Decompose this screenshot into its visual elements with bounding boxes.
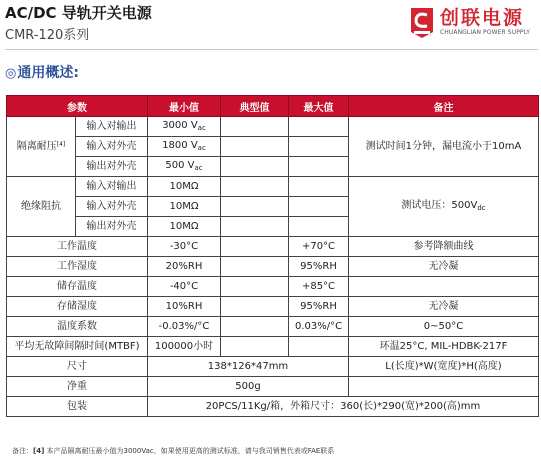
insulation-sub-1: 输入对输出 [76, 177, 148, 197]
notes-cell: 参考降额曲线 [349, 237, 539, 257]
isolation-typ-3 [221, 157, 289, 177]
brand-logo [408, 2, 538, 44]
param-cell: 工作湿度 [7, 257, 148, 277]
min-cell: -30°C [148, 237, 221, 257]
isolation-sub-1: 输入对输出 [76, 117, 148, 137]
typ-cell [221, 337, 289, 357]
isolation-sub-3: 输出对外壳 [76, 157, 148, 177]
notes-cell [349, 277, 539, 297]
insulation-typ-2 [221, 197, 289, 217]
footnote-ref: [4] [33, 447, 45, 455]
table-row [7, 337, 539, 357]
max-cell [289, 337, 349, 357]
isolation-notes: 测试时间1分钟，漏电流小于10mA [349, 117, 539, 177]
footnote-text: 本产品隔离耐压最小值为3000Vac，如果使用更高的测试标准，请与我司销售代表或FAE联系 [44, 447, 335, 455]
insulation-min-1: 10MΩ [148, 177, 221, 197]
table-row [7, 377, 539, 397]
insulation-max-1 [289, 177, 349, 197]
isolation-max-2 [289, 137, 349, 157]
typ-cell [221, 317, 289, 337]
isolation-typ-1 [221, 117, 289, 137]
isolation-min-3: 500 $V_{ac}$ [148, 157, 221, 177]
dimensions-notes: L(长度)*W(宽度)*H(高度) [349, 357, 539, 377]
table-header-row [7, 96, 539, 117]
typ-cell [221, 237, 289, 257]
table-row [7, 257, 539, 277]
notes-cell: 0~50°C [349, 317, 539, 337]
table-row [7, 237, 539, 257]
insulation-max-3 [289, 217, 349, 237]
min-cell: -0.03%/°C [148, 317, 221, 337]
min-cell: 100000小时 [148, 337, 221, 357]
max-cell: +85°C [289, 277, 349, 297]
max-cell: 95%RH [289, 257, 349, 277]
brand-emblem-icon [408, 4, 436, 40]
insulation-notes: 测试电压：$500V_{dc}$ [349, 177, 539, 237]
table-row [7, 117, 539, 137]
insulation-sub-3: 输出对外壳 [76, 217, 148, 237]
packing-param: 包装 [7, 397, 148, 417]
brand-name-cn: 创联电源 [440, 7, 525, 29]
notes-cell: 无冷凝 [349, 297, 539, 317]
header-param: 参数 [7, 96, 148, 117]
notes-cell: 无冷凝 [349, 257, 539, 277]
table-row [7, 297, 539, 317]
table-row [7, 317, 539, 337]
isolation-label-cell [7, 117, 76, 177]
header-max: 最大值 [289, 96, 349, 117]
param-cell: 温度系数 [7, 317, 148, 337]
min-cell: -40°C [148, 277, 221, 297]
isolation-sub-2: 输入对外壳 [76, 137, 148, 157]
circle-bullet-icon: ◎ [5, 66, 17, 81]
typ-cell [221, 257, 289, 277]
header-typ: 典型值 [221, 96, 289, 117]
param-cell: 储存温度 [7, 277, 148, 297]
insulation-max-2 [289, 197, 349, 217]
table-row [7, 397, 539, 417]
header-divider [5, 49, 538, 50]
document-title: AC/DC 导轨开关电源 [5, 4, 152, 22]
packing-value: 20PCS/11Kg/箱，外箱尺寸：360(长)*290(宽)*200(高)mm [148, 397, 539, 417]
header-notes: 备注 [349, 96, 539, 117]
insulation-label: 绝缘阻抗 [7, 177, 76, 237]
max-cell: +70°C [289, 237, 349, 257]
insulation-min-3: 10MΩ [148, 217, 221, 237]
brand-name-en: CHUANGLIAN POWER SUPPLY [440, 29, 531, 36]
insulation-min-2: 10MΩ [148, 197, 221, 217]
param-cell: 工作温度 [7, 237, 148, 257]
param-cell: 存储湿度 [7, 297, 148, 317]
isolation-min-1: 3000 $V_{ac}$ [148, 117, 221, 137]
document-subtitle: CMR-120系列 [5, 28, 90, 43]
weight-param: 净重 [7, 377, 148, 397]
table-row [7, 277, 539, 297]
isolation-label: 隔离耐压 [16, 140, 57, 152]
max-cell: 95%RH [289, 297, 349, 317]
min-cell: 20%RH [148, 257, 221, 277]
section-title: 通用概述: [17, 65, 79, 81]
spec-table [6, 95, 539, 417]
isolation-min-2: 1800 $V_{ac}$ [148, 137, 221, 157]
section-heading [5, 62, 79, 82]
page-header [0, 0, 541, 50]
table-row [7, 357, 539, 377]
header-min: 最小值 [148, 96, 221, 117]
footnote-prefix: 备注： [12, 447, 33, 455]
isolation-max-3 [289, 157, 349, 177]
insulation-sub-2: 输入对外壳 [76, 197, 148, 217]
typ-cell [221, 297, 289, 317]
param-cell: 平均无故障间隔时间(MTBF) [7, 337, 148, 357]
insulation-typ-3 [221, 217, 289, 237]
insulation-typ-1 [221, 177, 289, 197]
dimensions-value: 138*126*47mm [148, 357, 349, 377]
max-cell: 0.03%/°C [289, 317, 349, 337]
weight-notes [349, 377, 539, 397]
isolation-max-1 [289, 117, 349, 137]
isolation-ref: [4] [56, 140, 66, 148]
footnote [12, 446, 334, 456]
dimensions-param: 尺寸 [7, 357, 148, 377]
min-cell: 10%RH [148, 297, 221, 317]
weight-value: 500g [148, 377, 349, 397]
notes-cell: 环温25°C, MIL-HDBK-217F [349, 337, 539, 357]
isolation-typ-2 [221, 137, 289, 157]
table-row [7, 177, 539, 197]
typ-cell [221, 277, 289, 297]
